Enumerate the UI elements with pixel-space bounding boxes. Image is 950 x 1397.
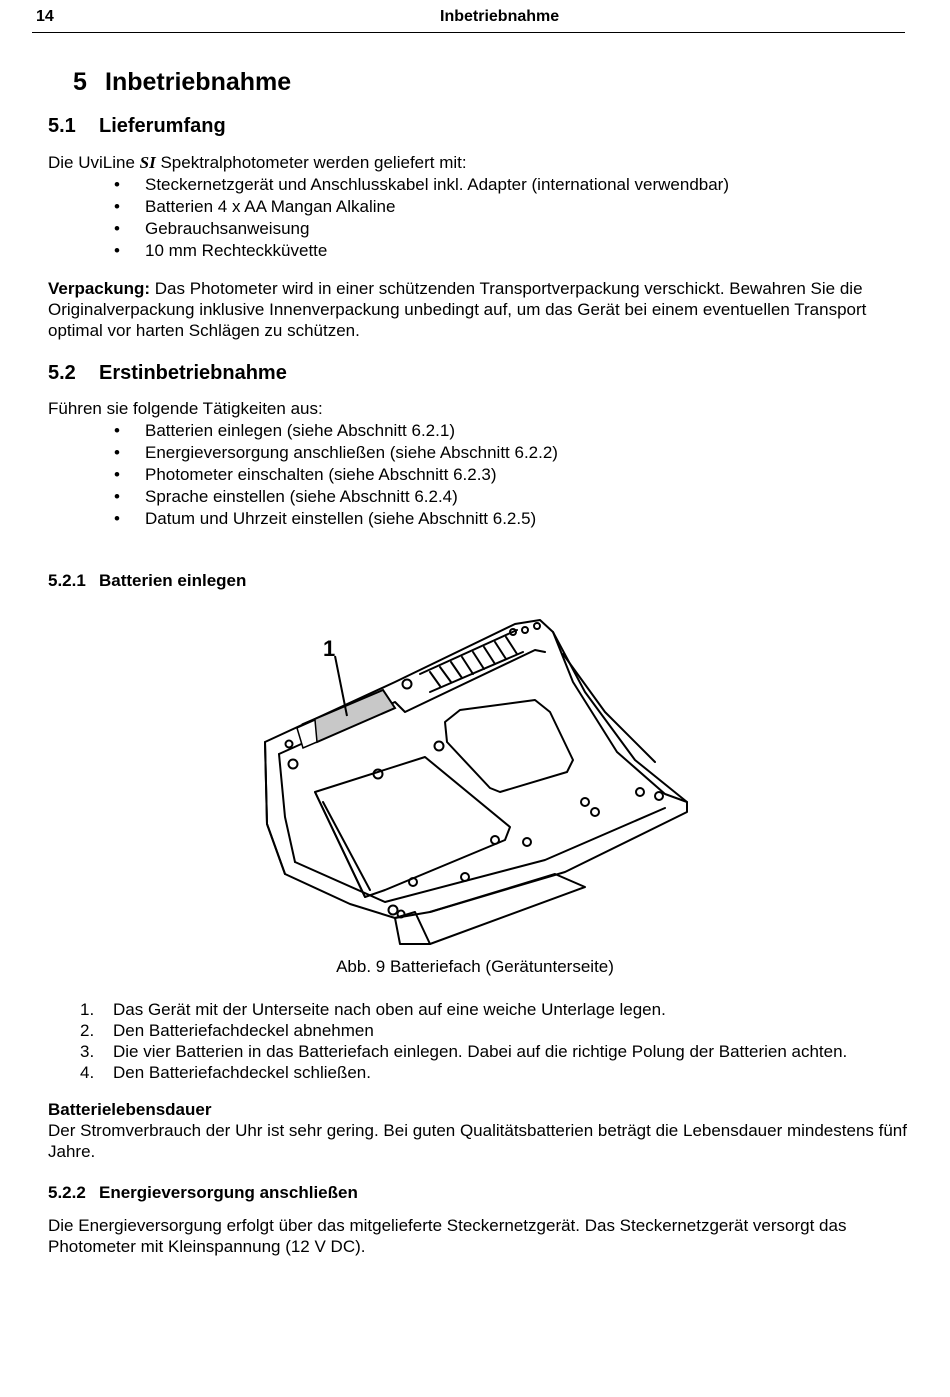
section-heading-5-2: [48, 362, 287, 385]
step-text: Das Gerät mit der Unterseite nach oben auf eine weiche Unterlage legen.: [113, 1000, 666, 1019]
section-heading-5-1: [48, 115, 226, 138]
step-number: 1.: [80, 1000, 95, 1019]
section-title: Erstinbetriebnahme: [99, 362, 287, 384]
step-item: [80, 1020, 847, 1041]
setup-list: [114, 420, 558, 530]
page-number: 14: [36, 8, 54, 25]
battery-life-text: Der Stromverbrauch der Uhr ist sehr gering. Bei guten Qualitätsbatterien beträgt die Lebensdauer mindestens fünf Jahre.: [48, 1121, 907, 1161]
step-item: [80, 1041, 847, 1062]
step-number: 4.: [80, 1063, 95, 1082]
steps-list: [80, 999, 847, 1083]
battery-life-heading: Batterielebensdauer: [48, 1100, 212, 1119]
list-item: • 10 mm Rechteckküvette: [114, 240, 729, 262]
list-item: • Batterien einlegen (siehe Abschnitt 6.2.1): [114, 420, 558, 442]
list-item: • Steckernetzgerät und Anschlusskabel inkl. Adapter (international verwendbar): [114, 174, 729, 196]
brand-mark: SI: [139, 153, 156, 172]
subsection-title: Batterien einlegen: [99, 571, 247, 590]
packaging-text: Das Photometer wird in einer schützenden Transportverpackung verschickt. Bewahren Sie die Originalverpackung inklusive Innenverpackung unbedingt auf, um das Gerät bei einem eventuellen Transport optimal vor harten Schlägen zu schützen.: [48, 279, 867, 340]
battery-compartment-figure: [255, 612, 695, 952]
packaging-label: Verpackung:: [48, 279, 151, 298]
setup-intro: Führen sie folgende Tätigkeiten aus:: [48, 399, 323, 418]
step-item: [80, 999, 847, 1020]
running-title: Inbetriebnahme: [440, 8, 560, 25]
chapter-title: Inbetriebnahme: [105, 68, 292, 96]
step-text: Die vier Batterien in das Batteriefach einlegen. Dabei auf die richtige Polung der Batterien achten.: [113, 1042, 848, 1061]
list-item: • Photometer einschalten (siehe Abschnitt 6.2.3): [114, 464, 558, 486]
subsection-title: Energieversorgung anschließen: [99, 1183, 358, 1202]
step-number: 2.: [80, 1021, 95, 1040]
section-number: 5.1: [48, 115, 76, 137]
section-number: 5.2: [48, 362, 76, 384]
packaging-paragraph: [48, 278, 908, 341]
figure-caption: Abb. 9 Batteriefach (Gerätunterseite): [336, 957, 614, 976]
delivery-list: [114, 174, 729, 262]
subsection-heading-5-2-1: [48, 571, 246, 591]
step-text: Den Batteriefachdeckel schließen.: [113, 1063, 371, 1082]
subsection-number: 5.2.2: [48, 1183, 86, 1202]
list-item: • Batterien 4 x AA Mangan Alkaline: [114, 196, 729, 218]
list-item: • Gebrauchsanweisung: [114, 218, 729, 240]
step-number: 3.: [80, 1042, 95, 1061]
power-supply-text: Die Energieversorgung erfolgt über das mitgelieferte Steckernetzgerät. Das Steckernetzgerät versorgt das Photometer mit Kleinspannung (12 V DC).: [48, 1216, 847, 1256]
figure-callout-1: 1: [323, 636, 336, 661]
list-item: • Energieversorgung anschließen (siehe Abschnitt 6.2.2): [114, 442, 558, 464]
chapter-number: 5: [73, 68, 87, 96]
list-item: • Datum und Uhrzeit einstellen (siehe Abschnitt 6.2.5): [114, 508, 558, 530]
page-header: [32, 6, 905, 33]
intro-text: Die UviLine: [48, 153, 140, 172]
delivery-intro: [48, 152, 908, 173]
subsection-heading-5-2-2: [48, 1183, 358, 1203]
section-title: Lieferumfang: [99, 115, 226, 137]
chapter-heading: [73, 68, 291, 97]
list-item: • Sprache einstellen (siehe Abschnitt 6.2.4): [114, 486, 558, 508]
step-text: Den Batteriefachdeckel abnehmen: [113, 1021, 374, 1040]
intro-text-cont: Spektralphotometer werden geliefert mit:: [155, 153, 467, 172]
subsection-number: 5.2.1: [48, 571, 86, 590]
step-item: [80, 1062, 847, 1083]
